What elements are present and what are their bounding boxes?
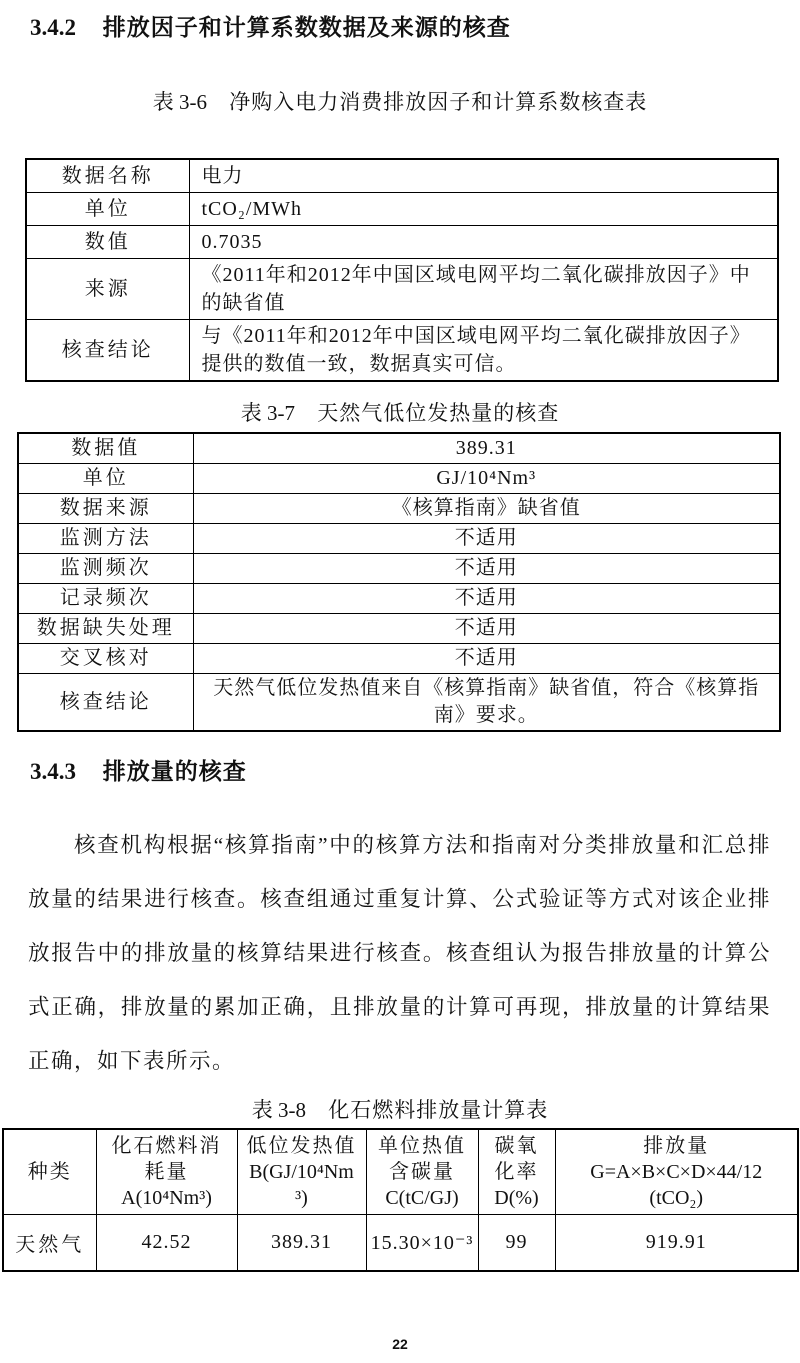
- header-formula: B(GJ/10⁴Nm³): [249, 1161, 354, 1209]
- row-label: 核查结论: [26, 320, 189, 382]
- table-row: [18, 464, 780, 494]
- row-label: 交叉核对: [18, 644, 193, 674]
- section-number: 3.4.2: [30, 15, 76, 40]
- header-title: 碳氧化率: [494, 1135, 539, 1183]
- row-value: 《2011年和2012年中国区域电网平均二氧化碳排放因子》中的缺省值: [189, 259, 778, 320]
- section-title: 排放因子和计算系数数据及来源的核查: [102, 15, 511, 40]
- table-row: [18, 674, 780, 732]
- cell-emission: 919.91: [555, 1215, 798, 1272]
- column-header: [366, 1129, 478, 1215]
- body-paragraph: 核查机构根据“核算指南”中的核算方法和指南对分类排放量和汇总排放量的结果进行核查。核查组通过重复计算、公式验证等方式对该企业排放报告中的排放量的核算结果进行核查。核查组认为报告排放量的计算公式正确，排放量的累加正确，且排放量的计算可再现，排放量的计算结果正确，如下表所示。: [28, 833, 771, 1073]
- cell-heat-value: 389.31: [237, 1215, 366, 1272]
- row-value: 电力: [189, 159, 778, 193]
- table-3-7-caption: [0, 399, 800, 427]
- column-header: [478, 1129, 555, 1215]
- row-value: 0.7035: [189, 226, 778, 259]
- cell-fuel-type: 天然气: [3, 1215, 96, 1272]
- section-number: 3.4.3: [30, 759, 76, 784]
- row-value: 不适用: [193, 584, 780, 614]
- table-row: [18, 584, 780, 614]
- cell-consumption: 42.52: [96, 1215, 237, 1272]
- row-label: 数据名称: [26, 159, 189, 193]
- row-value: 不适用: [193, 554, 780, 584]
- header-title: 化石燃料消耗量: [111, 1135, 222, 1183]
- row-label: 数据缺失处理: [18, 614, 193, 644]
- row-value: 不适用: [193, 614, 780, 644]
- column-header: [3, 1129, 96, 1215]
- row-value: 天然气低位发热值来自《核算指南》缺省值，符合《核算指南》要求。: [193, 674, 780, 732]
- row-value: 《核算指南》缺省值: [193, 494, 780, 524]
- table-row: [18, 524, 780, 554]
- column-header: [555, 1129, 798, 1215]
- page-number: 22: [392, 1336, 408, 1352]
- table-row: [18, 614, 780, 644]
- header-formula: D(%): [494, 1187, 539, 1209]
- cell-oxidation-rate: 99: [478, 1215, 555, 1272]
- section-heading-3-4-3: [0, 732, 800, 788]
- cell-carbon-content: 15.30×10⁻³: [366, 1215, 478, 1272]
- header-formula: G=A×B×C×D×44/12: [590, 1161, 763, 1183]
- header-title: 种类: [27, 1161, 72, 1183]
- header-title: 单位热值含碳量: [378, 1135, 466, 1183]
- row-value: GJ/10⁴Nm³: [193, 464, 780, 494]
- header-formula: A(10⁴Nm³): [121, 1187, 212, 1209]
- header-title: 低位发热值: [246, 1135, 357, 1157]
- row-label: 核查结论: [18, 674, 193, 732]
- table-row: [26, 193, 778, 226]
- row-value: 与《2011年和2012年中国区域电网平均二氧化碳排放因子》提供的数值一致，数据真实可信。: [189, 320, 778, 382]
- table-row: [18, 644, 780, 674]
- row-label: 来源: [26, 259, 189, 320]
- table-row: [18, 433, 780, 464]
- row-value: tCO₂/MWh: [189, 193, 778, 226]
- header-unit: (tCO₂): [649, 1187, 704, 1209]
- row-label: 数据来源: [18, 494, 193, 524]
- row-label: 监测频次: [18, 554, 193, 584]
- row-label: 单位: [18, 464, 193, 494]
- row-label: 数据值: [18, 433, 193, 464]
- table-3-6-caption: [0, 88, 800, 116]
- table-row: [26, 159, 778, 193]
- row-value: 389.31: [193, 433, 780, 464]
- header-formula: C(tC/GJ): [385, 1187, 459, 1209]
- column-header: [96, 1129, 237, 1215]
- row-label: 单位: [26, 193, 189, 226]
- row-label: 记录频次: [18, 584, 193, 614]
- table-row: [26, 226, 778, 259]
- table-3-6: [25, 158, 779, 382]
- section-title: 排放量的核查: [102, 759, 247, 784]
- row-label: 数值: [26, 226, 189, 259]
- header-title: 排放量: [643, 1135, 710, 1157]
- data-row: [3, 1215, 798, 1272]
- table-row: [26, 320, 778, 382]
- caption-prefix: 表 3-8: [251, 1098, 306, 1122]
- table-row: [26, 259, 778, 320]
- table-3-8-caption: [0, 1096, 800, 1124]
- caption-title: 化石燃料排放量计算表: [328, 1098, 549, 1122]
- table-row: [18, 554, 780, 584]
- caption-title: 天然气低位发热量的核查: [317, 401, 560, 425]
- row-value: 不适用: [193, 524, 780, 554]
- table-3-7: [17, 432, 781, 732]
- caption-prefix: 表 3-6: [152, 90, 207, 114]
- table-row: [18, 494, 780, 524]
- section-heading-3-4-2: [0, 0, 800, 44]
- caption-title: 净购入电力消费排放因子和计算系数核查表: [229, 90, 648, 114]
- column-header: [237, 1129, 366, 1215]
- caption-prefix: 表 3-7: [240, 401, 295, 425]
- header-row: [3, 1129, 798, 1215]
- row-value: 不适用: [193, 644, 780, 674]
- table-3-8: [2, 1128, 799, 1272]
- row-label: 监测方法: [18, 524, 193, 554]
